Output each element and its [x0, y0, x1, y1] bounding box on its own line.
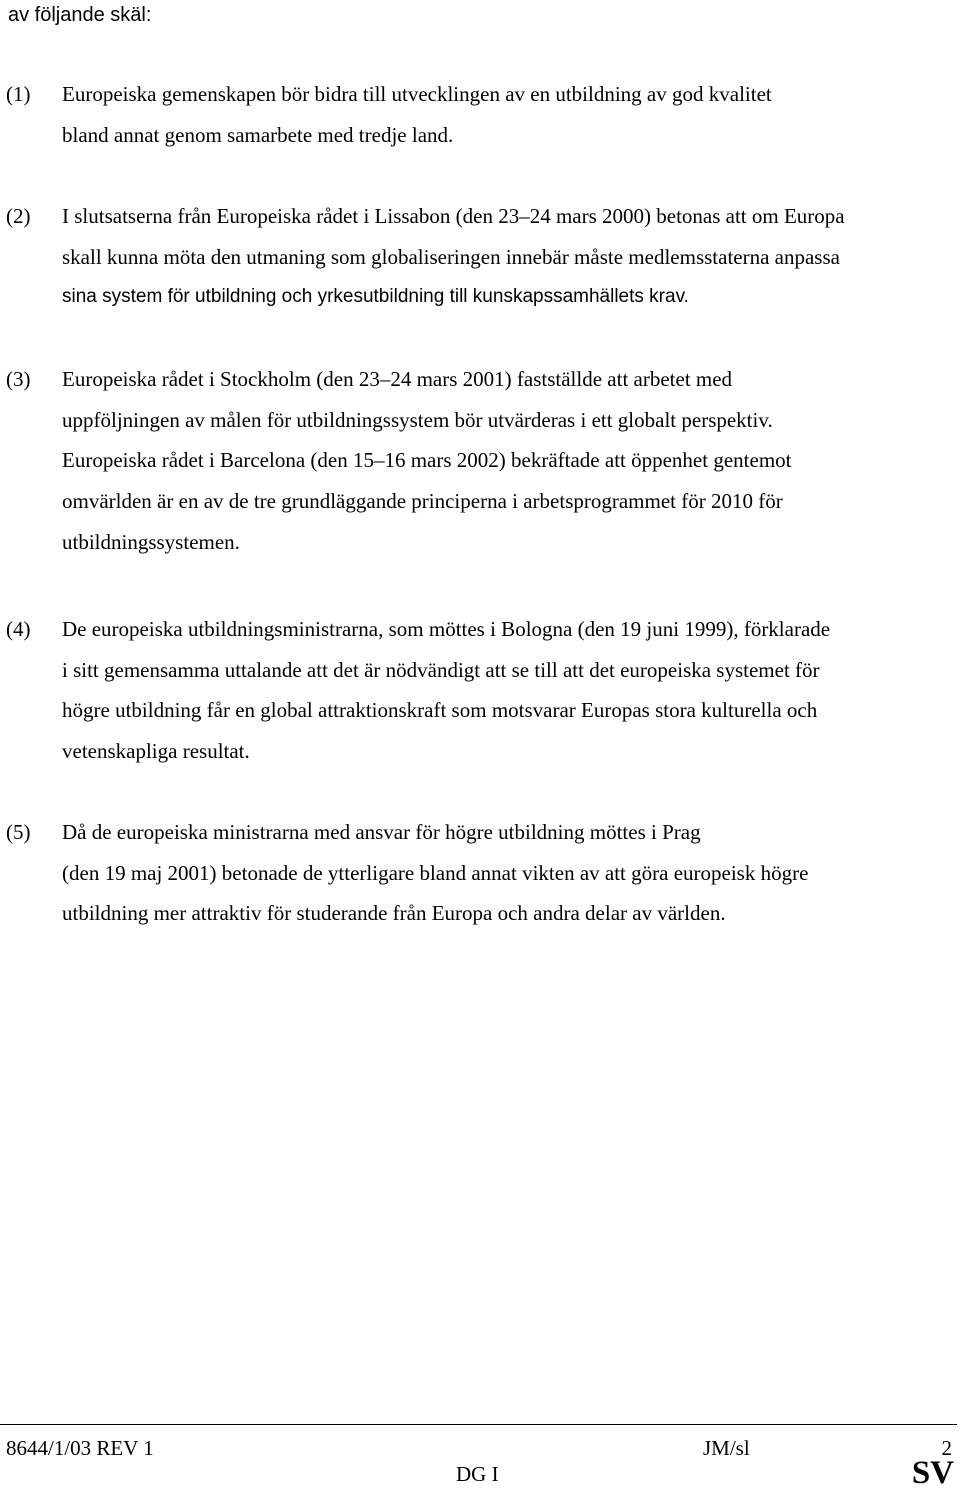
recital-number: (5): [6, 820, 31, 844]
recital-number: (1): [6, 82, 31, 106]
recital-number: (3): [6, 367, 31, 391]
recital-line: sina system för utbildning och yrkesutbildning till kunskapssamhällets krav.: [62, 286, 689, 308]
recital-line: i sitt gemensamma uttalande att det är nödvändigt att se till att det europeiska systemet för: [62, 657, 820, 682]
document-reference: 8644/1/03 REV 1: [6, 1436, 154, 1460]
recital-line: skall kunna möta den utmaning som globaliseringen innebär måste medlemsstaterna anpassa: [62, 244, 840, 269]
recital-line: Europeiska rådet i Stockholm (den 23–24 mars 2001) fastställde att arbetet med: [62, 367, 733, 391]
recital-line: Europeiska rådet i Barcelona (den 15–16 mars 2002) bekräftade att öppenhet gentemot: [62, 448, 792, 473]
recital-line: omvärlden är en av de tre grundläggande principerna i arbetsprogrammet för 2010 för: [62, 489, 783, 514]
recital-line: högre utbildning får en global attraktionskraft som motsvarar Europas stora kulturella och: [62, 698, 818, 723]
recital-number: (2): [6, 204, 31, 228]
recital-line: (den 19 maj 2001) betonade de ytterligare bland annat vikten av att göra europeisk högre: [62, 860, 809, 885]
recital-number: (4): [6, 617, 31, 641]
recital-line: vetenskapliga resultat.: [62, 739, 250, 764]
recital-line: Då de europeiska ministrarna med ansvar för högre utbildning möttes i Prag: [62, 820, 701, 844]
language-code: SV: [911, 1455, 954, 1491]
footer-rule: [0, 1424, 957, 1425]
recital-line: utbildningssystemen.: [62, 529, 240, 554]
author-initials: JM/sl: [703, 1436, 750, 1460]
directorate-general: DG I: [456, 1462, 499, 1486]
page-number: 2: [941, 1436, 952, 1460]
recital-line: bland annat genom samarbete med tredje land.: [62, 122, 454, 147]
intro-text: av följande skäl:: [8, 4, 152, 26]
recital-line: utbildning mer attraktiv för studerande från Europa och andra delar av världen.: [62, 901, 726, 926]
recital-line: De europeiska utbildningsministrarna, som möttes i Bologna (den 19 juni 1999), förklarade: [62, 617, 831, 641]
recital-line: I slutsatserna från Europeiska rådet i Lissabon (den 23–24 mars 2000) betonas att om Europa: [62, 204, 845, 228]
recital-line: uppföljningen av målen för utbildningssystem bör utvärderas i ett globalt perspektiv.: [62, 407, 773, 432]
recital-line: Europeiska gemenskapen bör bidra till utvecklingen av en utbildning av god kvalitet: [62, 82, 772, 106]
